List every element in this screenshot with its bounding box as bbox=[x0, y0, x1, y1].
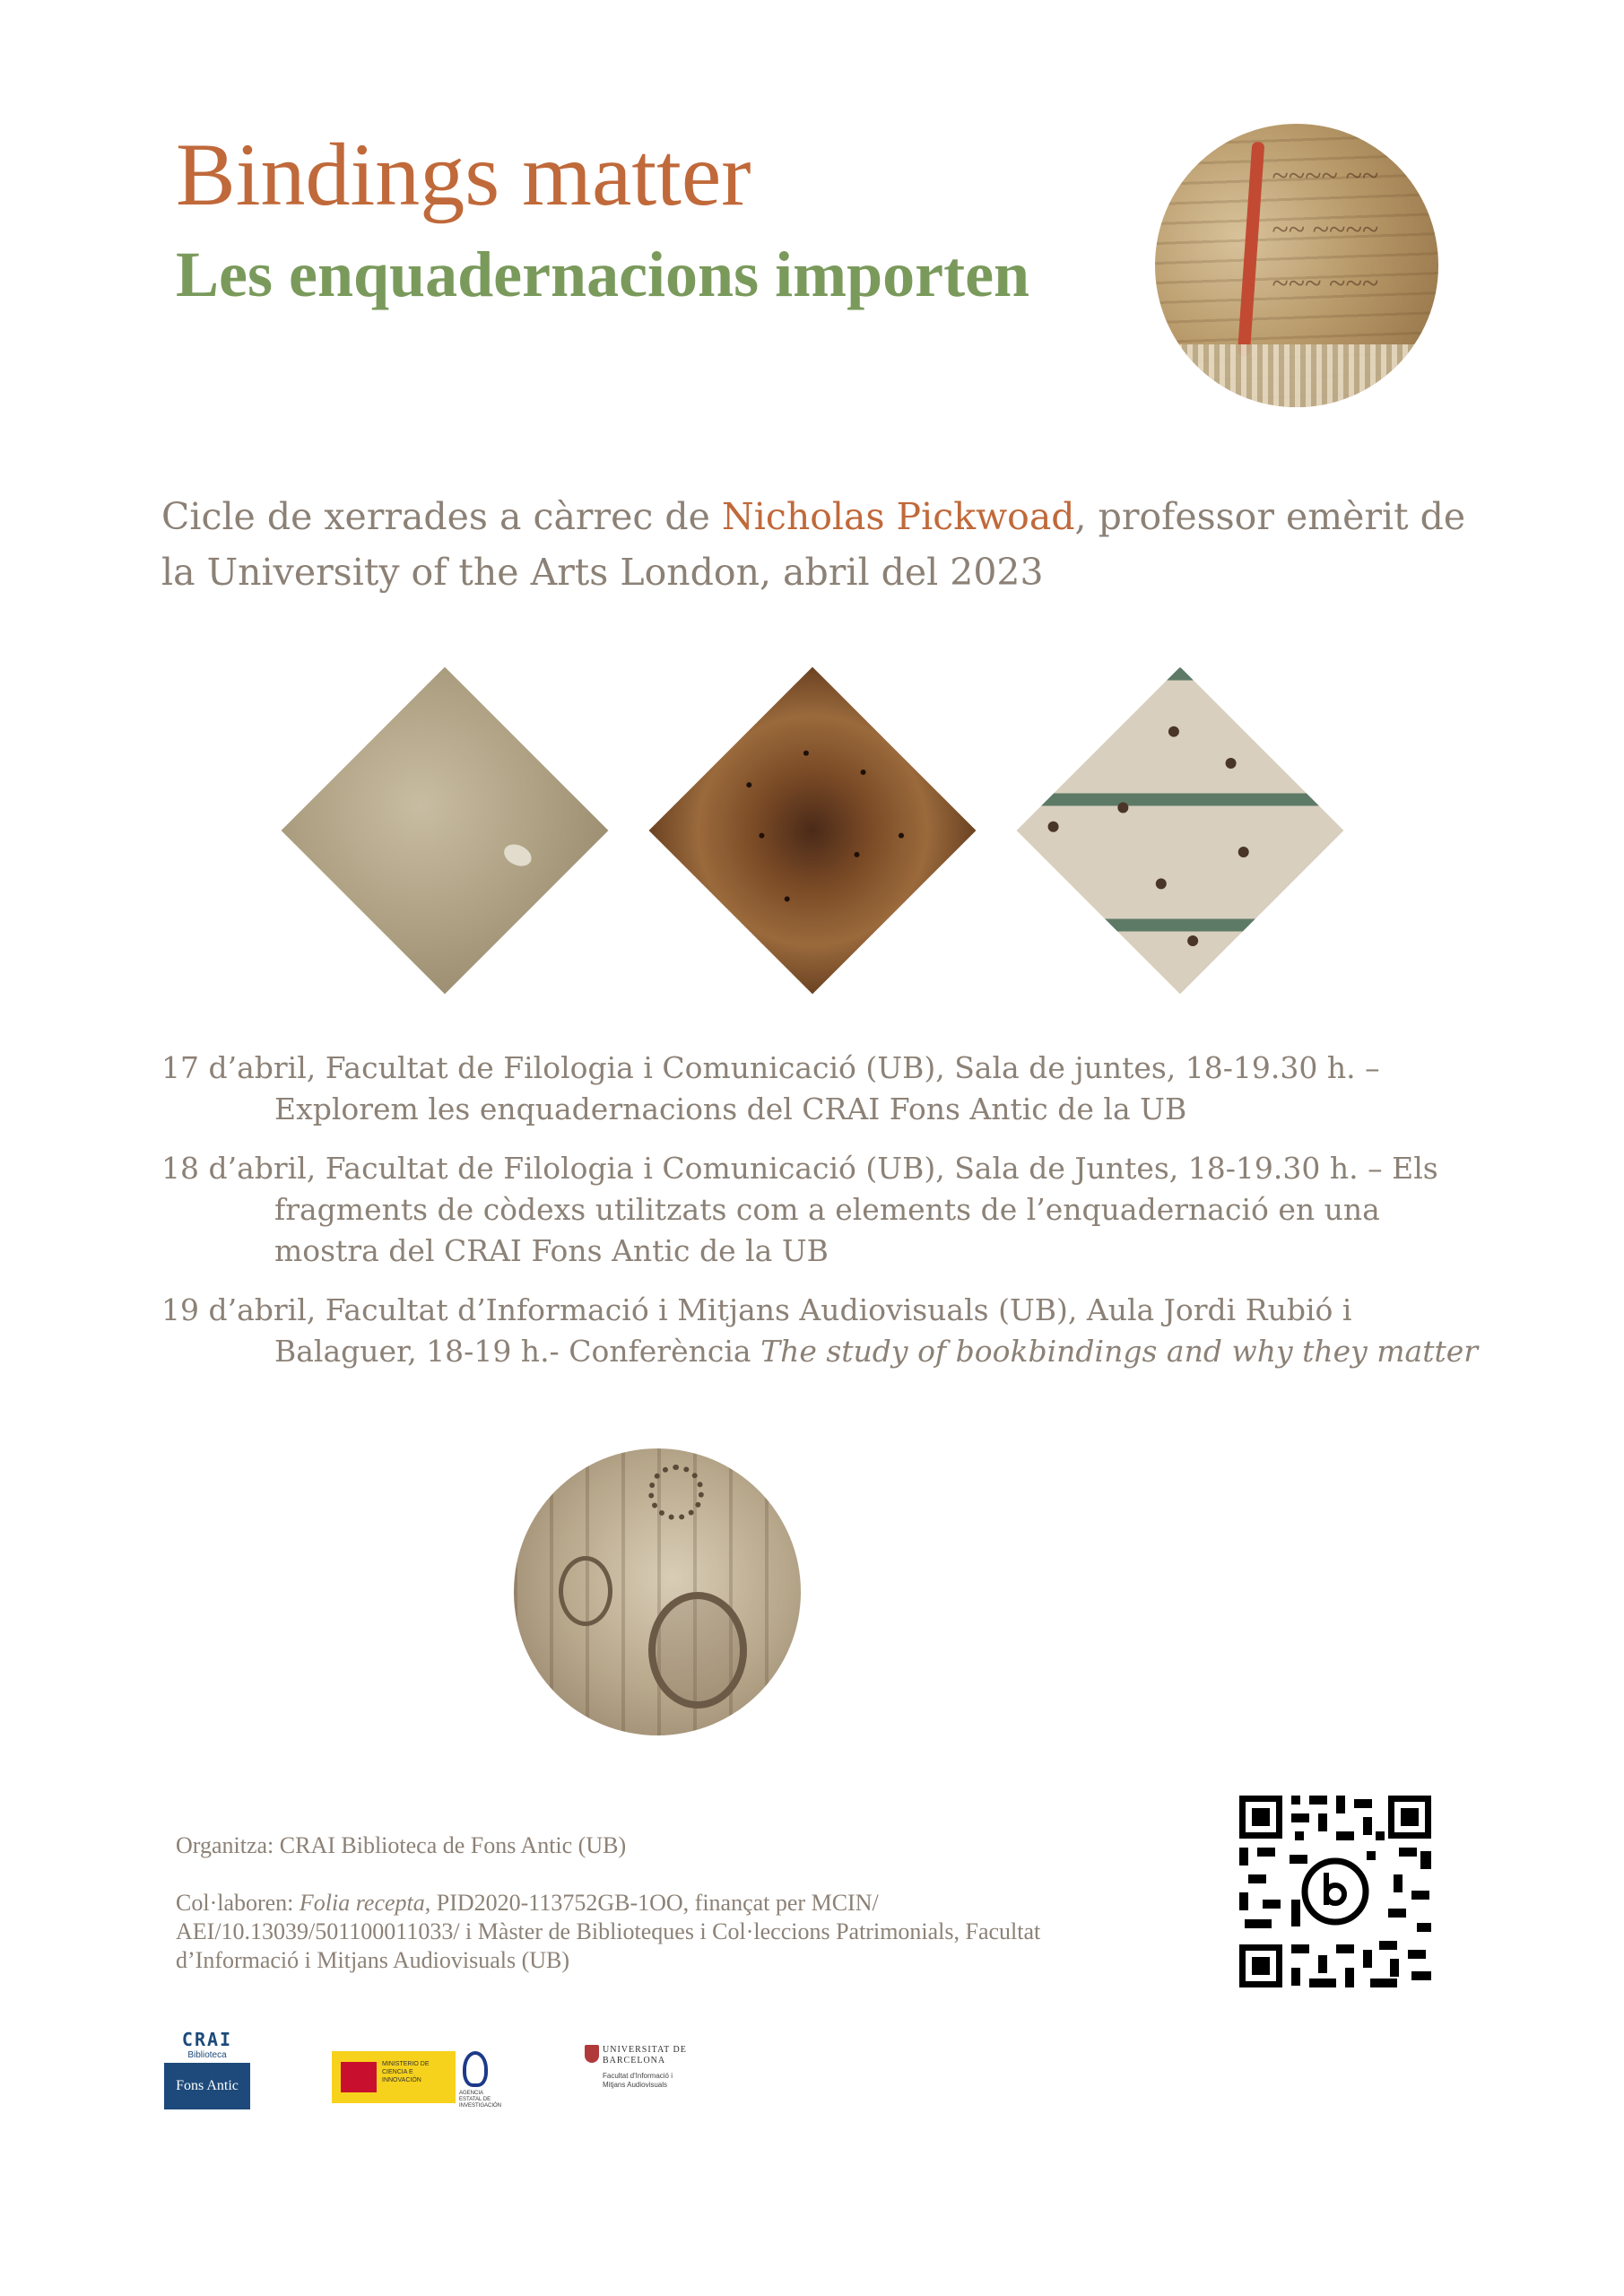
wormhole bbox=[859, 769, 866, 776]
wormhole bbox=[898, 831, 905, 839]
aei-mark-icon bbox=[463, 2051, 488, 2087]
parchment-wear-mark bbox=[500, 840, 534, 870]
collaborators-credit bbox=[176, 1889, 1055, 1975]
ub-logo-title: UNIVERSITAT DE BARCELONA bbox=[603, 2045, 687, 2066]
wormhole bbox=[803, 749, 810, 756]
manuscript-script-texture: ~~ ~~~~ bbox=[1272, 213, 1378, 247]
qr-finder-top-right bbox=[1388, 1796, 1431, 1839]
event-item bbox=[161, 1290, 1480, 1372]
ub-shield-icon bbox=[585, 2045, 599, 2063]
event-list bbox=[161, 1048, 1480, 1390]
intro-text-rest: , professor emèrit de la University of the Arts London, abril del 2023 bbox=[161, 495, 1466, 594]
series-intro bbox=[161, 489, 1489, 600]
event-item bbox=[161, 1048, 1480, 1130]
leather-binding-image bbox=[649, 667, 977, 995]
ministry-logo bbox=[332, 2051, 456, 2103]
poster-subtitle: Les enquadernacions importen bbox=[176, 239, 1030, 310]
red-initial-stroke bbox=[1238, 142, 1265, 357]
intro-text: Cicle de xerrades a càrrec de bbox=[161, 495, 722, 538]
paper-pattern-dot bbox=[1046, 819, 1061, 834]
paper-pattern-dot bbox=[1153, 876, 1168, 891]
paper-pattern-dot bbox=[1185, 934, 1201, 949]
decorated-paper-binding-image bbox=[1017, 667, 1344, 995]
organizer-credit: Organitza: CRAI Biblioteca de Fons Antic (UB) bbox=[176, 1832, 627, 1858]
project-name: Folia recepta bbox=[299, 1890, 425, 1916]
aei-logo bbox=[459, 2048, 502, 2109]
lecture-title: The study of bookbindings and why they matter bbox=[760, 1334, 1479, 1369]
ministry-logo-text: MINISTERIO DE CIENCIA E INNOVACIÓN bbox=[382, 2061, 430, 2083]
aei-logo-text: AGENCIA ESTATAL DE INVESTIGACIÓN bbox=[459, 2091, 502, 2109]
colab-rest: , PID2020-113752GB-1OO, finançat per MCIN/ AEI/10.13039/501100011033/ i Màster de Biblioteques i Col·leccions Patrimonials, Facultat d’Informació i Mitjans Audiovisuals (UB) bbox=[176, 1890, 1041, 1973]
wormhole bbox=[758, 831, 765, 839]
paper-pattern-dot bbox=[1166, 724, 1181, 739]
colab-prefix: Col·laboren: bbox=[176, 1890, 300, 1916]
manuscript-fragment-image bbox=[1155, 124, 1438, 407]
qr-center-logo bbox=[1305, 1861, 1366, 1922]
wormhole bbox=[745, 781, 752, 788]
rosette-stamp bbox=[648, 1465, 704, 1520]
qr-code[interactable] bbox=[1236, 1792, 1435, 1991]
portrait-medallion bbox=[559, 1556, 612, 1626]
paper-pattern-dot bbox=[1116, 800, 1131, 815]
qr-finder-top-left bbox=[1239, 1796, 1282, 1839]
crai-logo-subtitle: Biblioteca bbox=[187, 2050, 227, 2060]
ub-logo bbox=[585, 2045, 692, 2099]
parchment-binding-image bbox=[282, 667, 609, 995]
wormhole bbox=[783, 895, 790, 902]
crai-logo-word: CRAI bbox=[181, 2029, 233, 2050]
tooled-binding-image bbox=[514, 1448, 801, 1735]
event-text: 19 d’abril, Facultat d’Informació i Mitjans Audiovisuals (UB), Aula Jordi Rubió i Balaguer, 18-19 h.- Conferència bbox=[161, 1292, 1352, 1369]
speaker-name: Nicholas Pickwoad bbox=[721, 495, 1075, 538]
event-item bbox=[161, 1148, 1480, 1272]
wormhole bbox=[853, 851, 860, 858]
event-text: 18 d’abril, Facultat de Filologia i Comunicació (UB), Sala de Juntes, 18-19.30 h. – Els fragments de còdexs utilitzats com a elements de l’enquadernació en una mostra del CRAI Fons Antic de la UB bbox=[161, 1151, 1438, 1268]
oval-monogram-stamp bbox=[648, 1592, 747, 1709]
qr-finder-bottom-left bbox=[1239, 1944, 1282, 1987]
paper-pattern-dot bbox=[1223, 756, 1238, 771]
crai-fons-antic-logo bbox=[164, 2029, 250, 2109]
manuscript-script-texture: ~~~~ ~~ bbox=[1272, 160, 1378, 193]
event-text: 17 d’abril, Facultat de Filologia i Comunicació (UB), Sala de juntes, 18-19.30 h. – Explorem les enquadernacions del CRAI Fons Antic de la UB bbox=[161, 1050, 1380, 1126]
poster-title: Bindings matter bbox=[176, 125, 751, 224]
binding-thread-fringe bbox=[1155, 344, 1438, 407]
paper-pattern-dot bbox=[1236, 845, 1251, 860]
ub-logo-subtitle: Facultat d'Informació i Mitjans Audiovisuals bbox=[603, 2072, 673, 2089]
spain-coat-of-arms-icon bbox=[341, 2062, 377, 2092]
manuscript-script-texture: ~~~ ~~~ bbox=[1272, 267, 1378, 300]
crai-logo-box: Fons Antic bbox=[164, 2063, 250, 2109]
